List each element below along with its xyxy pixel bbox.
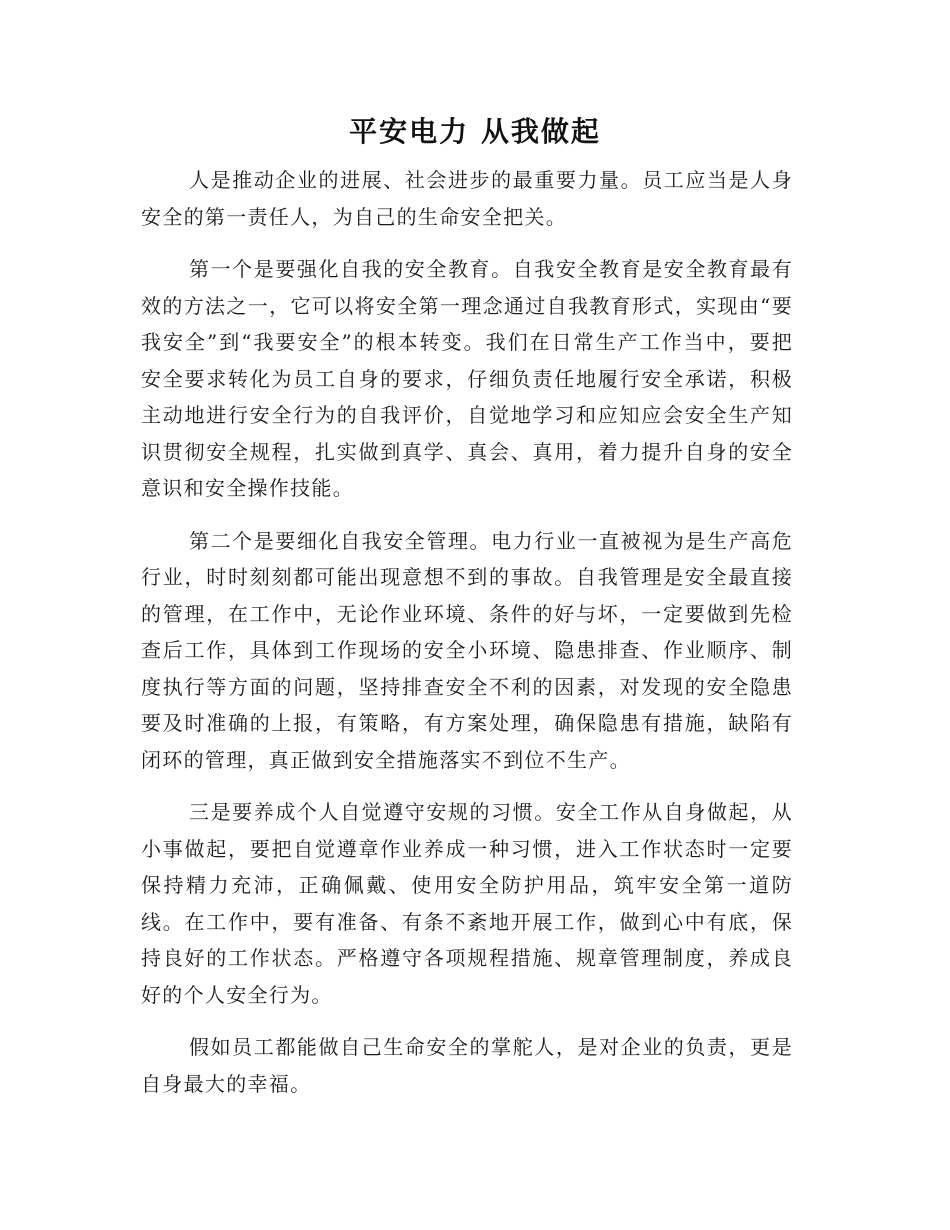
paragraph-self-management: 第二个是要细化自我安全管理。电力行业一直被视为是生产高危行业，时时刻刻都可能出现意想不到的事故。自我管理是安全最直接的管理，在工作中，无论作业环境、条件的好与坏，一定要做到先检查后工作，具体到工作现场的安全小环境、隐患排查、作业顺序、制度执行等方面的问题，坚持排查安全不利的因素，对发现的安全隐患要及时准确的上报，有策略，有方案处理，确保隐患有措施，缺陷有闭环的管理，真正做到安全措施落实不到位不生产。 <box>141 528 793 772</box>
paragraph-safety-habits: 三是要养成个人自觉遵守安规的习惯。安全工作从自身做起，从小事做起，要把自觉遵章作业养成一种习惯，进入工作状态时一定要保持精力充沛，正确佩戴、使用安全防护用品，筑牢安全第一道防线。在工作中，要有准备、有条不紊地开展工作，做到心中有底，保持良好的工作状态。严格遵守各项规程措施、规章管理制度，养成良好的个人安全行为。 <box>141 800 793 1007</box>
document-title: 平安电力 从我做起 <box>349 115 601 148</box>
paragraph-conclusion: 假如员工都能做自己生命安全的掌舵人，是对企业的负责，更是自身最大的幸福。 <box>141 1035 793 1096</box>
paragraph-intro: 人是推动企业的进展、社会进步的最重要力量。员工应当是人身安全的第一责任人，为自己的生命安全把关。 <box>141 168 793 229</box>
document-body <box>141 162 793 1118</box>
paragraph-self-education: 第一个是要强化自我的安全教育。自我安全教育是安全教育最有效的方法之一，它可以将安全第一理念通过自我教育形式，实现由“要我安全”到“我要安全”的根本转变。我们在日常生产工作当中，要把安全要求转化为员工自身的要求，仔细负责任地履行安全承诺，积极主动地进行安全行为的自我评价，自觉地学习和应知应会安全生产知识贯彻安全规程，扎实做到真学、真会、真用，着力提升自身的安全意识和安全操作技能。 <box>141 257 793 500</box>
